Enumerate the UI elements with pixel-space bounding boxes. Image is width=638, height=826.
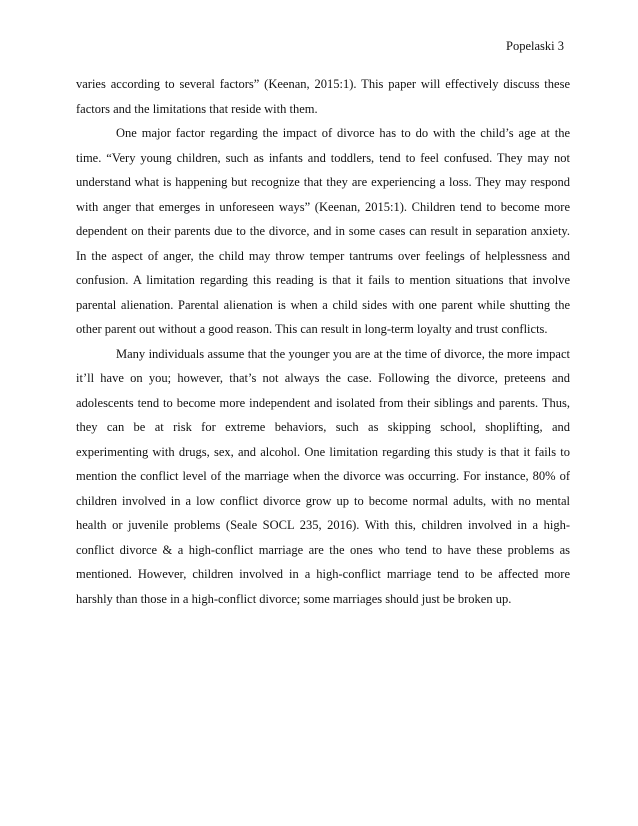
text-line: time. “Very young children, such as infants and toddlers, tend to feel confused. They may not	[76, 150, 570, 165]
text-line: conflict divorce & a high-conflict marriage are the ones who tend to have these problems as	[76, 542, 570, 557]
text-line: One major factor regarding the impact of divorce has to do with the child’s age at the	[116, 126, 570, 140]
text-line: it’ll have on you; however, that’s not always the case. Following the divorce, preteens and	[76, 371, 570, 385]
text-line: adolescents tend to become more independent and isolated from their siblings and parents. Thus,	[76, 395, 570, 410]
text-line: confusion. A limitation regarding this reading is that it fails to mention situations that involve	[76, 273, 570, 287]
text-line: health or juvenile problems (Seale SOCL 235, 2016). With this, children involved in a high-	[76, 518, 570, 532]
text-line: factors and the limitations that reside with them.	[76, 101, 318, 116]
running-head: Popelaski 3	[506, 39, 564, 53]
text-line: Many individuals assume that the younger you are at the time of divorce, the more impact	[116, 346, 570, 361]
text-line: experimenting with drugs, sex, and alcohol. One limitation regarding this study is that it fails to	[76, 444, 570, 459]
text-line: In the aspect of anger, the child may throw temper tantrums over feelings of helplessness and	[76, 248, 570, 263]
text-line: varies according to several factors” (Keenan, 2015:1). This paper will effectively discuss these	[76, 77, 570, 91]
text-line: other parent out without a good reason. This can result in long-term loyalty and trust conflicts.	[76, 322, 548, 336]
text-line: they can be at risk for extreme behaviors, such as skipping school, shoplifting, and	[76, 420, 570, 434]
body-text	[76, 72, 570, 611]
text-line: dependent on their parents due to the divorce, and in some cases can result in separation anxiety.	[76, 224, 570, 238]
text-line: mentioned. However, children involved in a high-conflict marriage tend to be affected more	[76, 567, 570, 581]
text-line: children involved in a low conflict divorce grow up to become normal adults, with no mental	[76, 493, 570, 508]
text-line: mention the conflict level of the marriage when the divorce was occurring. For instance, 80% of	[76, 469, 570, 483]
text-line: parental alienation. Parental alienation is when a child sides with one parent while shutting the	[76, 297, 570, 312]
text-line: understand what is happening but recognize that they are experiencing a loss. They may respond	[76, 175, 570, 189]
text-line: harshly than those in a high-conflict divorce; some marriages should just be broken up.	[76, 591, 512, 606]
text-line: with anger that emerges in unforeseen ways” (Keenan, 2015:1). Children tend to become more	[76, 199, 570, 214]
